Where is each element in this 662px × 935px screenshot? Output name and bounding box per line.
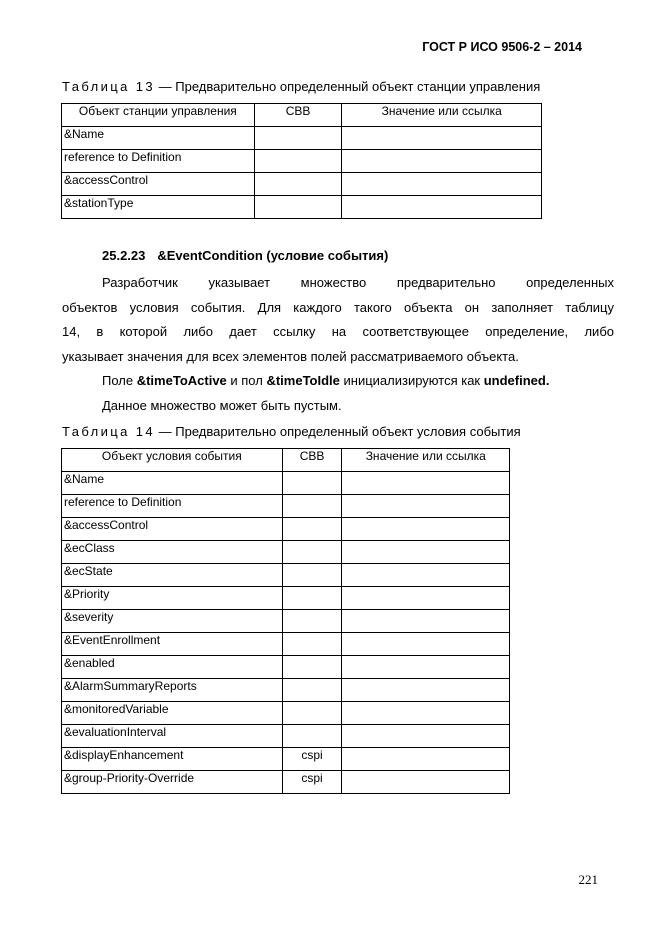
svv-cell: [282, 610, 342, 633]
table14-col-object: Объект условия события: [62, 449, 283, 472]
svv-cell: [282, 587, 342, 610]
paragraph-2: [102, 369, 549, 394]
svv-cell: [282, 679, 342, 702]
object-cell: &accessControl: [62, 518, 283, 541]
svv-cell: cspi: [282, 748, 342, 771]
object-cell: &group-Priority-Override: [62, 771, 283, 794]
table13-col-object: Объект станции управления: [62, 104, 255, 127]
value-cell: [342, 495, 510, 518]
p2-text-a: Поле: [102, 373, 137, 388]
value-cell: [342, 196, 542, 219]
paragraph-1-line-1: Разработчик указывает множество предварительно определенных: [102, 275, 614, 290]
table13-header-row: [62, 104, 542, 127]
object-cell: reference to Definition: [62, 495, 283, 518]
value-cell: [342, 679, 510, 702]
table-row: [62, 679, 510, 702]
table-row: [62, 196, 542, 219]
section-title: &EventCondition (условие события): [157, 248, 389, 263]
p2-field-time-to-active: &timeToActive: [136, 373, 227, 388]
svv-cell: [254, 173, 342, 196]
table-row: [62, 725, 510, 748]
object-cell: &evaluationInterval: [62, 725, 283, 748]
table-row: [62, 610, 510, 633]
table-row: [62, 748, 510, 771]
table-row: [62, 150, 542, 173]
svv-cell: [282, 472, 342, 495]
object-cell: reference to Definition: [62, 150, 255, 173]
table14-col-svv: СВВ: [282, 449, 342, 472]
object-cell: &Priority: [62, 587, 283, 610]
table13-caption-label: Таблица 13: [62, 79, 156, 94]
table-row: [62, 633, 510, 656]
table14: [61, 448, 510, 794]
svv-cell: [282, 702, 342, 725]
svv-cell: [282, 725, 342, 748]
value-cell: [342, 702, 510, 725]
object-cell: &AlarmSummaryReports: [62, 679, 283, 702]
p2-value-undefined: undefined.: [483, 373, 550, 388]
value-cell: [342, 127, 542, 150]
object-cell: &monitoredVariable: [62, 702, 283, 725]
svv-cell: [282, 633, 342, 656]
svv-cell: [282, 541, 342, 564]
svv-cell: [282, 518, 342, 541]
paragraph-1-line-3: 14, в которой либо дает ссылку на соответствующее определение, либо: [62, 324, 614, 339]
value-cell: [342, 725, 510, 748]
table-row: [62, 656, 510, 679]
table-row: [62, 127, 542, 150]
object-cell: &EventEnrollment: [62, 633, 283, 656]
table-row: [62, 702, 510, 725]
object-cell: &ecState: [62, 564, 283, 587]
table-row: [62, 472, 510, 495]
table-row: [62, 541, 510, 564]
table-row: [62, 518, 510, 541]
value-cell: [342, 633, 510, 656]
svv-cell: [282, 495, 342, 518]
value-cell: [342, 150, 542, 173]
paragraph-1-line-2: объектов условия события. Для каждого такого объекта он заполняет таблицу: [62, 300, 614, 315]
table13-caption-text: — Предварительно определенный объект станции управления: [155, 79, 541, 94]
svv-cell: [254, 196, 342, 219]
value-cell: [342, 748, 510, 771]
svv-cell: [254, 127, 342, 150]
page-number: 221: [578, 872, 598, 887]
table-row: [62, 495, 510, 518]
table14-caption-text: — Предварительно определенный объект условия события: [155, 424, 521, 439]
standard-designation: ГОСТ Р ИСО 9506-2 – 2014: [422, 40, 582, 54]
paragraph-3: Данное множество может быть пустым.: [102, 398, 342, 413]
value-cell: [342, 472, 510, 495]
p2-field-time-to-idle: &timeToIdle: [266, 373, 340, 388]
table14-caption-label: Таблица 14: [62, 424, 156, 439]
value-cell: [342, 564, 510, 587]
paragraph-1-line-4: указывает значения для всех элементов полей рассматриваемого объекта.: [62, 349, 519, 364]
value-cell: [342, 541, 510, 564]
object-cell: &displayEnhancement: [62, 748, 283, 771]
table13: [61, 103, 542, 219]
svv-cell: [282, 656, 342, 679]
svv-cell: cspi: [282, 771, 342, 794]
table-row: [62, 771, 510, 794]
object-cell: &Name: [62, 472, 283, 495]
object-cell: &severity: [62, 610, 283, 633]
table13-col-svv: СВВ: [254, 104, 342, 127]
object-cell: &enabled: [62, 656, 283, 679]
table14-col-value: Значение или ссылка: [342, 449, 510, 472]
svv-cell: [254, 150, 342, 173]
object-cell: &accessControl: [62, 173, 255, 196]
value-cell: [342, 518, 510, 541]
object-cell: &ecClass: [62, 541, 283, 564]
table14-header-row: [62, 449, 510, 472]
value-cell: [342, 587, 510, 610]
table-row: [62, 173, 542, 196]
section-heading: [102, 248, 388, 263]
table13-caption: [62, 79, 540, 94]
object-cell: &Name: [62, 127, 255, 150]
table-row: [62, 587, 510, 610]
table-row: [62, 564, 510, 587]
svv-cell: [282, 564, 342, 587]
table14-caption: [62, 424, 521, 439]
object-cell: &stationType: [62, 196, 255, 219]
value-cell: [342, 173, 542, 196]
p2-text-e: инициализируются как: [339, 373, 484, 388]
value-cell: [342, 610, 510, 633]
section-number: 25.2.23: [102, 248, 146, 263]
p2-text-c: и пол: [226, 373, 267, 388]
value-cell: [342, 771, 510, 794]
table13-col-value: Значение или ссылка: [342, 104, 542, 127]
value-cell: [342, 656, 510, 679]
